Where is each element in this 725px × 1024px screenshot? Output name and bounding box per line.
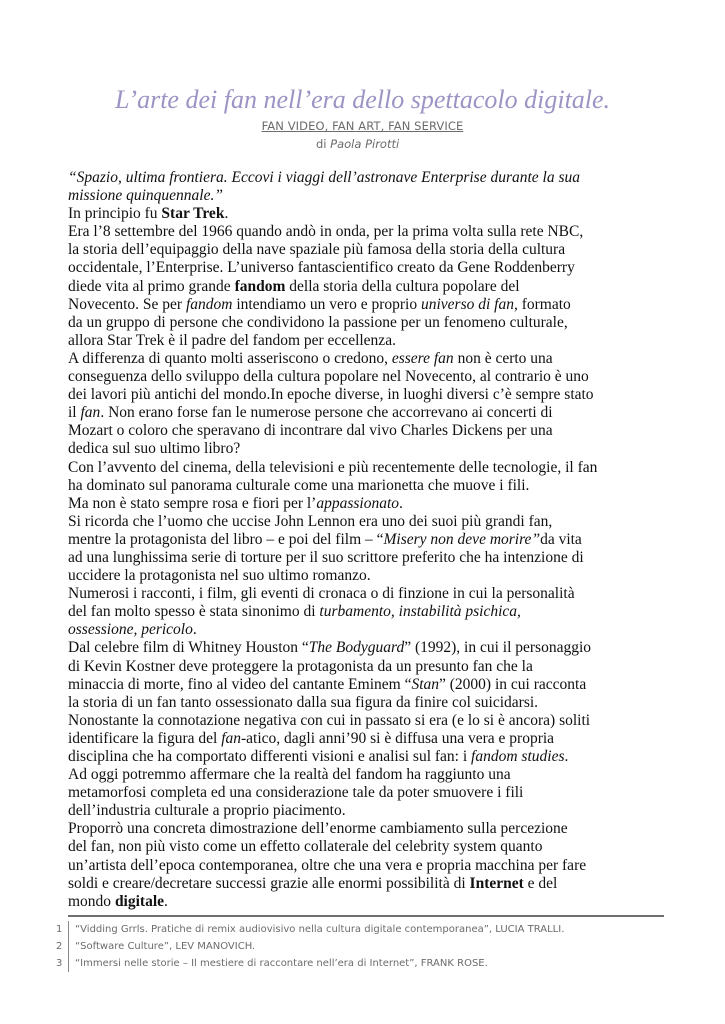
text-line (68, 169, 668, 187)
text-run: Ad oggi potremmo affermare che la realtà del fandom ha raggiunto una (68, 766, 511, 784)
text-run: di Kevin Kostner deve proteggere la protagonista da un presunto fan che la (68, 657, 533, 675)
text-run: . (399, 494, 403, 512)
text-line (68, 893, 668, 911)
italic-text: “Spazio, ultima frontiera. Eccovi i viaggi dell’astronave Enterprise durante la sua (68, 169, 581, 186)
text-run: del fan molto spesso è stata sinonimo di (68, 603, 320, 621)
text-line (68, 838, 668, 856)
footnote-number: 3 (56, 958, 63, 969)
text-run: metamorfosi completa ed una considerazione tale da poter smuovere i fili (68, 784, 524, 802)
text-run: da vita (540, 530, 582, 548)
text-line (68, 223, 668, 241)
italic-text: universo di fan, (420, 295, 518, 313)
italic-text: Misery non deve morire” (383, 530, 541, 548)
text-run: un’artista dell’epoca contemporanea, oltre che una vera e propria macchina per fare (68, 856, 587, 874)
text-line (68, 296, 668, 314)
text-run: il (68, 404, 81, 422)
text-run: uccidere la protagonista nel suo ultimo romanzo. (68, 567, 371, 585)
text-run: occidentale, l’Enterprise. L’universo fantascientifico creato da Gene Roddenberry (68, 259, 575, 277)
text-line (68, 278, 668, 296)
footnote-text: “Immersi nelle storie – Il mestiere di raccontare nell’era di Internet”, FRANK ROSE. (75, 958, 488, 969)
text-run: . (192, 621, 197, 639)
text-run: . (224, 205, 229, 223)
text-run: la storia dell’equipaggio della nave spaziale più famosa della storia della cultura (68, 241, 566, 259)
text-line (68, 784, 668, 802)
text-run: diede vita al primo grande (68, 277, 235, 295)
text-line (68, 368, 668, 386)
text-run: ad una lunghissima serie di torture per il suo scrittore preferito che ha intenzione di (68, 548, 584, 566)
text-line (68, 549, 668, 567)
text-line (68, 603, 668, 621)
text-run: Era l’8 settembre del 1966 quando andò in onda, per la prima volta sulla rete NBC, (68, 223, 584, 241)
text-run: conseguenza dello sviluppo della cultura popolare nel Novecento, al contrario è uno (68, 368, 589, 386)
text-line (68, 259, 668, 277)
footnote-divider (68, 938, 69, 955)
footnote-text: “Software Culture”, LEV MANOVICH. (75, 941, 256, 952)
text-run: . (164, 892, 168, 910)
text-line (68, 766, 668, 784)
text-run: identificare la figura del (68, 729, 222, 747)
text-line (68, 621, 668, 639)
text-line (68, 802, 668, 820)
text-line (68, 857, 668, 875)
text-run: dei lavori più antichi del mondo.In epoche diverse, in luoghi diversi c’è sempre stato (68, 386, 594, 404)
text-run: della storia della cultura popolare del (285, 277, 520, 295)
text-run: allora Star Trek è il padre del fandom per eccellenza. (68, 331, 396, 349)
text-line (68, 459, 668, 477)
italic-text: appassionato (316, 494, 400, 512)
text-run: -atico, dagli anni’90 si è diffusa una vera e propria (241, 729, 555, 747)
text-line (68, 404, 668, 422)
text-run: la storia di un fan tanto ossessionato dalla sua figura da finire col suicidarsi. (68, 693, 539, 711)
text-run: Con l’avvento del cinema, della televisioni e più recentemente delle tecnologie, il fan (68, 458, 598, 476)
italic-text: fandom studies (471, 748, 565, 765)
author-prefix: di (316, 137, 331, 151)
italic-text: Stan (411, 675, 440, 693)
text-run: e del (523, 874, 558, 892)
text-run: minaccia di morte, fino al video del cantante Eminem “ (68, 675, 412, 693)
text-run: Ma non è stato sempre rosa e fiori per l’ (68, 494, 317, 512)
text-run: Nonostante la connotazione negativa con cui in passato si era (e lo si è ancora) soliti (68, 711, 591, 729)
text-run: Proporrò una concreta dimostrazione dell’enorme cambiamento sulla percezione (68, 820, 568, 838)
author-name: Paola Pirotti (330, 137, 400, 151)
text-run: mondo (68, 892, 115, 910)
footnote-separator (68, 915, 664, 917)
text-run: formato (517, 295, 571, 313)
italic-text: turbamento, instabilità psichica, (319, 603, 521, 621)
text-run: da un gruppo di persone che condividono la passione per un fenomeno culturale, (68, 313, 568, 331)
text-run: soldi e creare/decretare successi grazie alle enormi possibilità di (68, 874, 470, 892)
text-run: disciplina che ha comportato differenti visioni e analisi sul fan: i (68, 748, 472, 765)
text-line (68, 712, 668, 730)
body-text (68, 169, 668, 911)
text-run: In principio fu (68, 205, 162, 223)
author-line (316, 137, 399, 151)
text-run: dedica sul suo ultimo libro? (68, 440, 241, 458)
italic-text: missione quinquennale.” (68, 187, 223, 205)
text-line (68, 477, 668, 495)
footnote (56, 938, 564, 955)
italic-text: fandom (185, 295, 233, 313)
document-title: L’arte dei fan nell’era dello spettacolo digitale. (114, 85, 611, 114)
bold-text: Star Trek (161, 205, 225, 223)
text-run: Si ricorda che l’uomo che uccise John Lennon era uno dei suoi più grandi fan, (68, 512, 553, 530)
footnote-number: 1 (56, 924, 63, 935)
footnotes (56, 921, 564, 972)
bold-text: digitale (114, 892, 165, 910)
text-line (68, 332, 668, 350)
text-line (68, 187, 668, 205)
text-run: del fan, non più visto come un effetto collaterale del celebrity system quanto (68, 838, 543, 856)
footnote (56, 921, 564, 938)
text-line (68, 748, 668, 766)
text-line (68, 730, 668, 748)
text-run: dell’industria culturale a proprio piacimento. (68, 802, 346, 820)
text-line (68, 676, 668, 694)
text-line (68, 585, 668, 603)
italic-text: The Bodyguard (308, 639, 405, 657)
text-run: A differenza di quanto molti asseriscono o credono, (68, 349, 392, 367)
footnote-divider (68, 921, 69, 938)
text-line (68, 639, 668, 657)
text-run: mentre la protagonista del libro – e poi del film – “ (68, 530, 384, 548)
text-line (68, 694, 668, 712)
italic-text: fan (221, 729, 242, 747)
bold-text: Internet (469, 874, 524, 892)
document-subtitle: FAN VIDEO, FAN ART, FAN SERVICE (261, 119, 464, 133)
italic-text: fan (80, 404, 101, 422)
text-run: ” (1992), in cui il personaggio (404, 639, 592, 657)
text-run: . (564, 748, 569, 765)
text-line (68, 820, 668, 838)
text-line (68, 875, 668, 893)
text-run: ha dominato sul panorama culturale come una marionetta che muove i fili. (68, 476, 530, 494)
text-line (68, 567, 668, 585)
text-run: Mozart o coloro che speravano di incontrare dal vivo Charles Dickens per una (68, 422, 553, 440)
footnote-divider (68, 955, 69, 972)
italic-text: essere fan (391, 349, 454, 367)
text-line (68, 205, 668, 223)
text-line (68, 513, 668, 531)
text-run: . Non erano forse fan le numerose persone che accorrevano ai concerti di (100, 404, 553, 422)
footnote (56, 955, 564, 972)
text-line (68, 422, 668, 440)
text-line (68, 531, 668, 549)
text-line (68, 314, 668, 332)
text-run: Dal celebre film di Whitney Houston “ (68, 639, 309, 657)
italic-text: ossessione, pericolo (68, 621, 193, 639)
text-line (68, 658, 668, 676)
text-line (68, 241, 668, 259)
text-run: Numerosi i racconti, i film, gli eventi di cronaca o di finzione in cui la personalità (68, 585, 575, 603)
text-run: intendiamo un vero e proprio (232, 295, 421, 313)
text-run: Novecento. Se per (68, 295, 186, 313)
text-line (68, 495, 668, 513)
text-run: ” (2000) in cui racconta (439, 675, 587, 693)
text-run: non è certo una (453, 349, 553, 367)
bold-text: fandom (234, 277, 286, 295)
text-line (68, 386, 668, 404)
text-line (68, 440, 668, 458)
footnote-text: “Vidding Grrls. Pratiche di remix audiovisivo nella cultura digitale contemporanea”, LUCIA TRALLI. (75, 924, 565, 935)
text-line (68, 350, 668, 368)
footnote-number: 2 (56, 941, 63, 952)
